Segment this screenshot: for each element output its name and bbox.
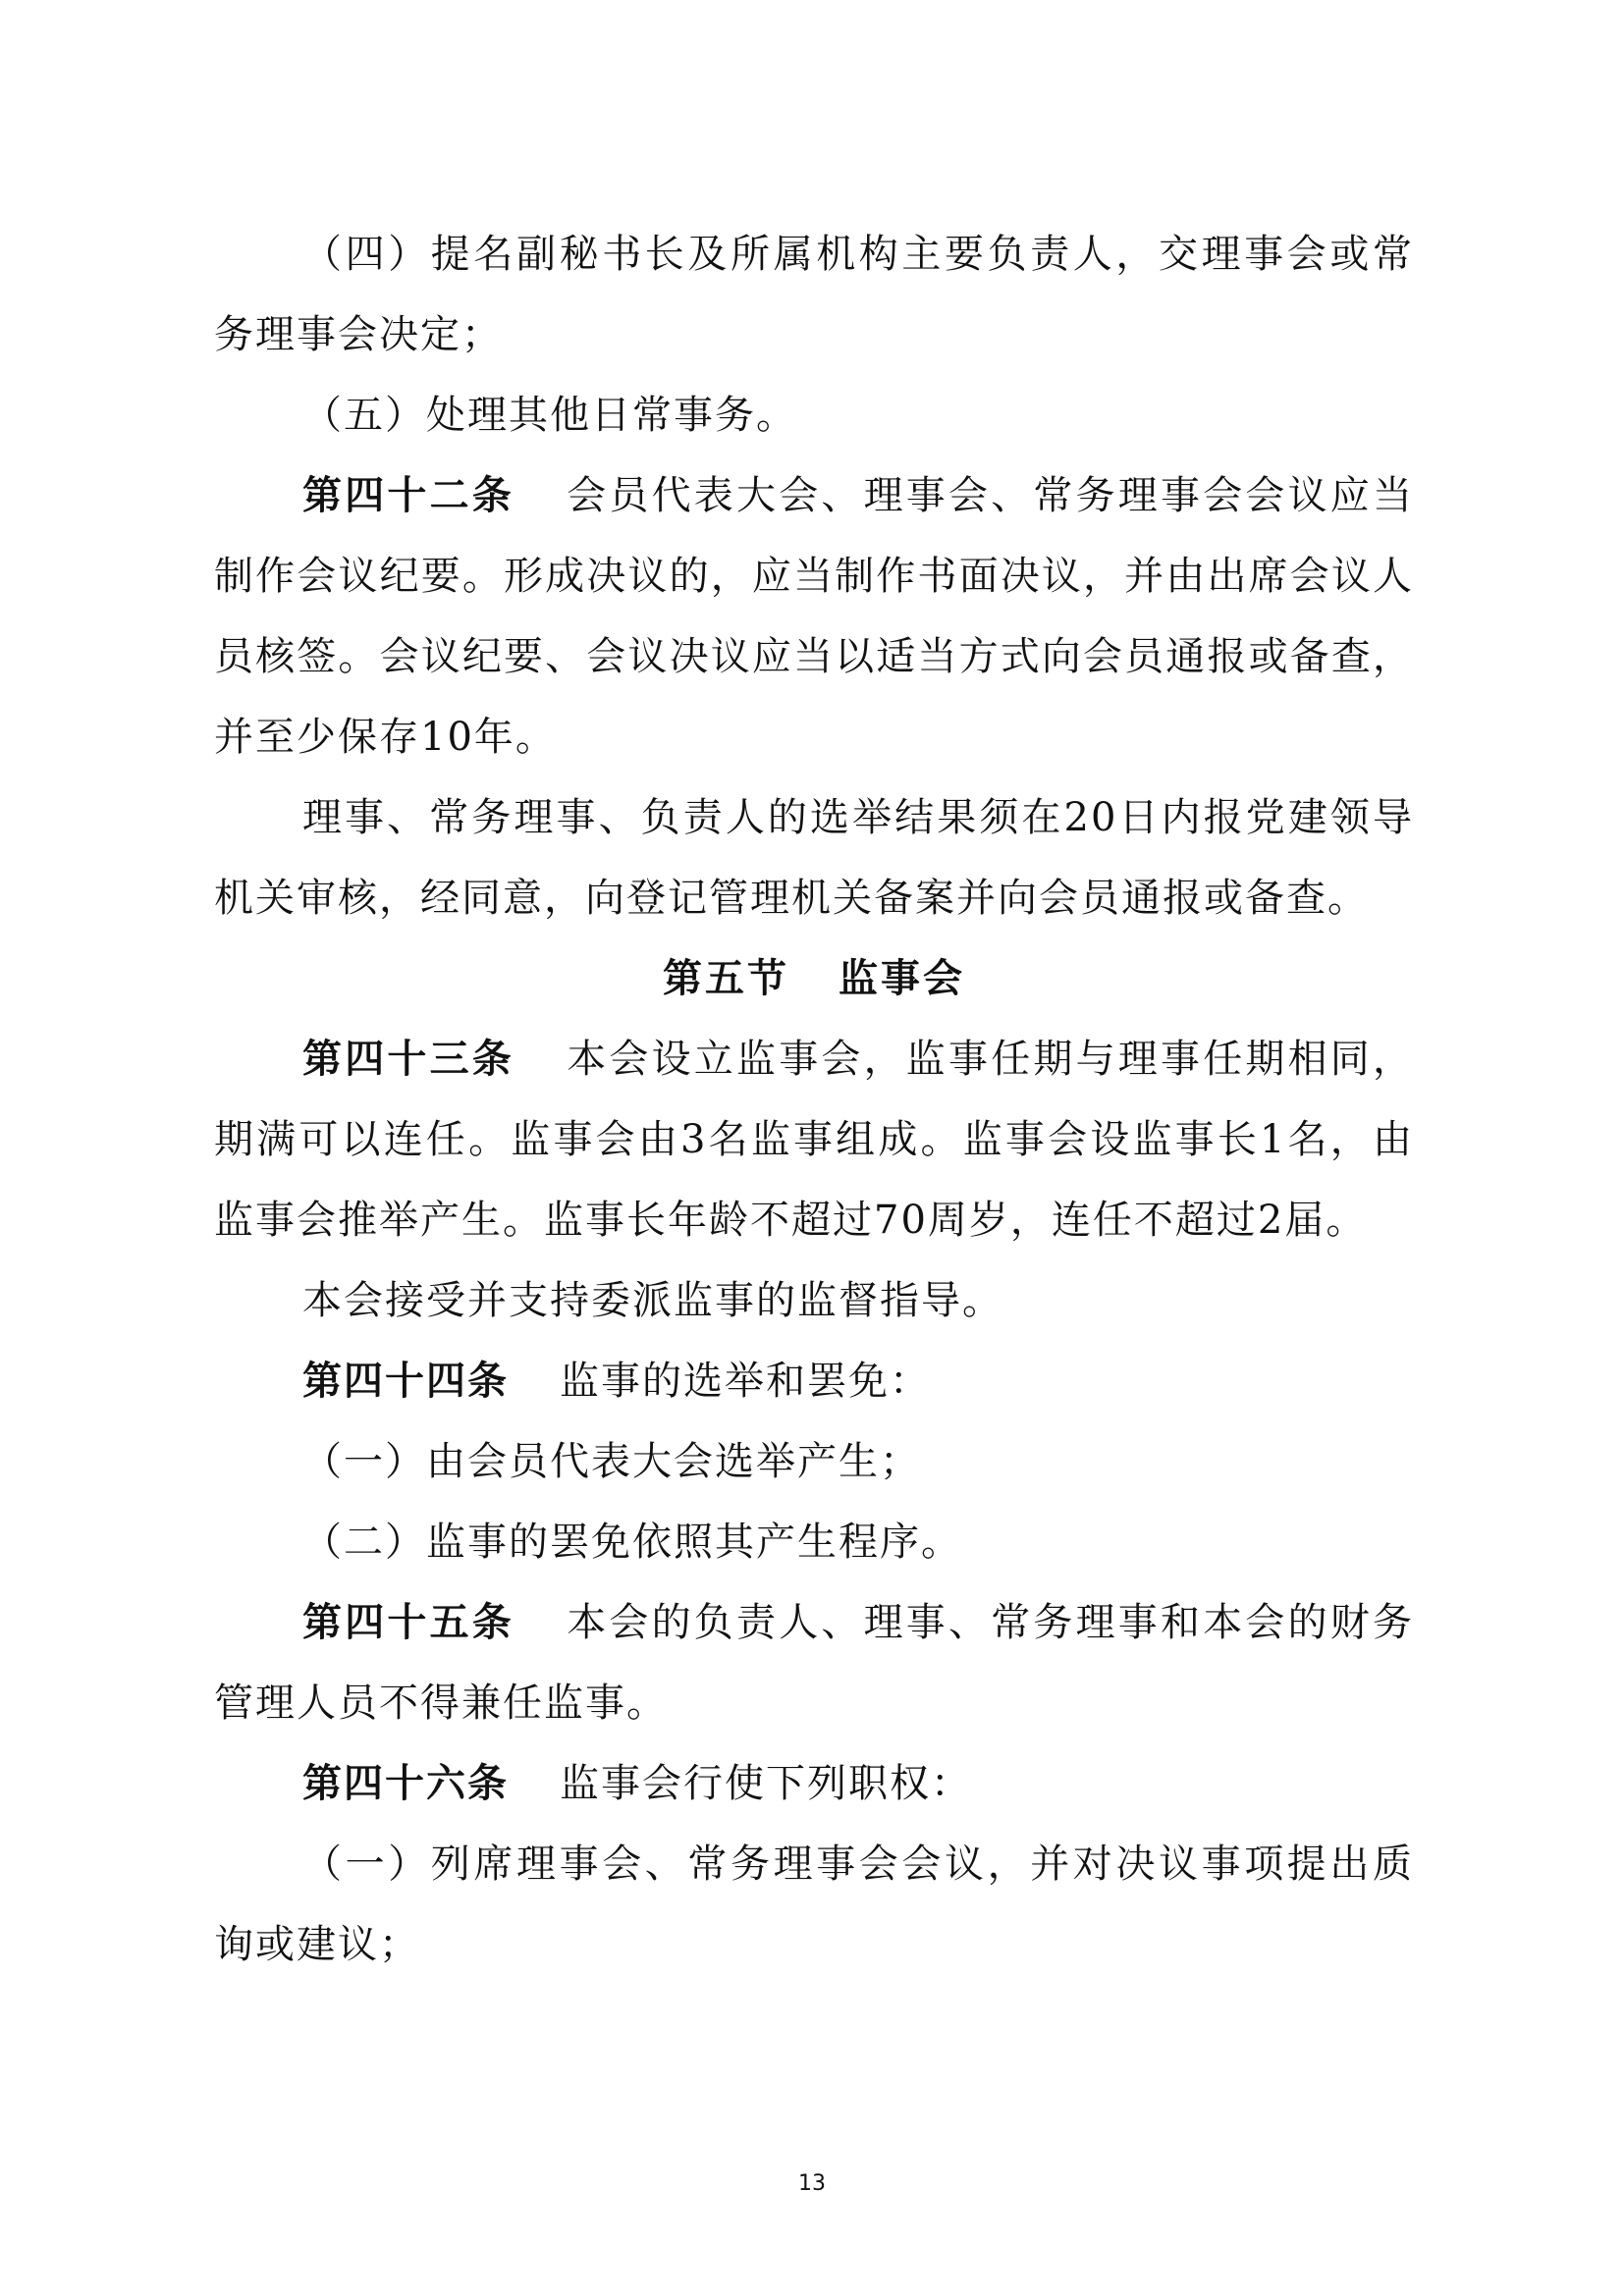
document-body: [214, 214, 1414, 1985]
article-44: [214, 1341, 1414, 1421]
paragraph-text: 理事、常务理事、负责人的选举结果须在20日内报党建领导机关审核，经同意，向登记管理机关备案并向会员通报或备查。: [214, 795, 1414, 921]
paragraph-item-2: [214, 1502, 1414, 1582]
paragraph-text: 本会接受并支持委派监事的监督指导。: [302, 1278, 1003, 1323]
paragraph-text: （一）列席理事会、常务理事会会议，并对决议事项提出质询或建议；: [214, 1842, 1414, 1967]
paragraph-item-4: [214, 214, 1414, 375]
article-text: 本会的负责人、理事、常务理事和本会的财务管理人员不得兼任监事。: [214, 1600, 1414, 1726]
page-number: 13: [798, 2171, 826, 2196]
section-heading: [214, 938, 1414, 1019]
article-heading: 第四十五条: [302, 1600, 514, 1645]
paragraph-item-1: [214, 1421, 1414, 1502]
article-46: [214, 1743, 1414, 1824]
section-number: 第五节: [663, 956, 789, 1001]
article-heading: 第四十四条: [302, 1359, 509, 1404]
paragraph-item-5: [214, 375, 1414, 455]
paragraph-item-1-powers: [214, 1824, 1414, 1985]
article-text: 本会设立监事会，监事任期与理事任期相同，期满可以连任。监事会由3名监事组成。监事会设监事长1名，由监事会推举产生。监事长年龄不超过70周岁，连任不超过2届。: [214, 1037, 1414, 1243]
article-heading: 第四十六条: [302, 1761, 509, 1806]
article-text: 监事的选举和罢免：: [560, 1359, 931, 1404]
paragraph-supervision: [214, 1260, 1414, 1341]
paragraph-text: （五）处理其他日常事务。: [302, 393, 797, 438]
article-heading: 第四十二条: [302, 473, 514, 518]
section-title: 监事会: [839, 956, 965, 1001]
article-heading: 第四十三条: [302, 1037, 514, 1082]
paragraph-text: （二）监事的罢免依照其产生程序。: [302, 1520, 962, 1565]
article-text: 会员代表大会、理事会、常务理事会会议应当制作会议纪要。形成决议的，应当制作书面决议，并由出席会议人员核签。会议纪要、会议决议应当以适当方式向会员通报或备查，并至少保存10年。: [214, 473, 1414, 760]
article-text: 监事会行使下列职权：: [560, 1761, 972, 1806]
article-45: [214, 1582, 1414, 1743]
paragraph-text: （四）提名副秘书长及所属机构主要负责人，交理事会或常务理事会决定；: [214, 232, 1414, 357]
paragraph-election-results: [214, 777, 1414, 938]
article-42: [214, 455, 1414, 777]
paragraph-text: （一）由会员代表大会选举产生；: [302, 1439, 921, 1484]
article-43: [214, 1019, 1414, 1260]
